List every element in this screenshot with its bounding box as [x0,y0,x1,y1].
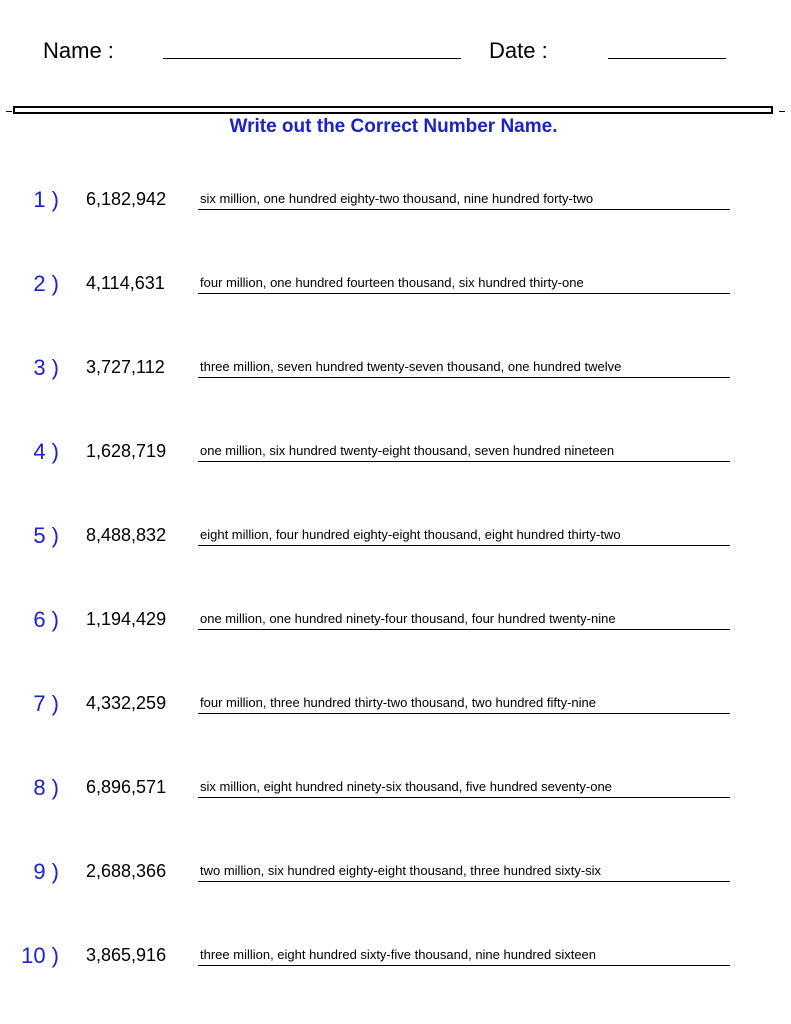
answer-text: three million, seven hundred twenty-seven thousand, one hundred twelve [200,359,622,374]
question-number-label: 6 ) [33,607,59,632]
answer-text: three million, eight hundred sixty-five thousand, nine hundred sixteen [200,947,597,962]
question-row [0,943,791,973]
answer-line[interactable] [198,965,730,966]
date-label: Date : [489,38,548,63]
answer-line[interactable] [198,293,730,294]
question-number-value: 6,896,571 [86,777,167,797]
question-row [0,355,791,385]
answer-text: six million, eight hundred ninety-six thousand, five hundred seventy-one [200,779,612,794]
question-number-value: 3,727,112 [86,357,165,377]
question-number-label: 10 ) [21,943,59,968]
answer-text: eight million, four hundred eighty-eight thousand, eight hundred thirty-two [200,527,621,542]
question-row [0,187,791,217]
divider-tick-right [779,111,785,112]
question-number-value: 1,194,429 [86,609,167,629]
answer-text: one million, six hundred twenty-eight thousand, seven hundred nineteen [200,443,615,458]
question-number-label: 8 ) [33,775,59,800]
question-row [0,691,791,721]
question-number-label: 5 ) [33,523,59,548]
answer-line[interactable] [198,209,730,210]
question-row [0,859,791,889]
name-line[interactable] [163,58,461,59]
question-number-label: 2 ) [33,271,59,296]
answer-line[interactable] [198,545,730,546]
question-number-value: 3,865,916 [86,945,167,965]
divider-bar [13,106,773,114]
answer-line[interactable] [198,461,730,462]
question-number-value: 8,488,832 [86,525,167,545]
question-number-value: 1,628,719 [86,441,167,461]
question-row [0,607,791,637]
answer-line[interactable] [198,629,730,630]
question-number-label: 3 ) [33,355,59,380]
answer-text: six million, one hundred eighty-two thousand, nine hundred forty-two [200,191,594,206]
worksheet-title-text: Write out the Correct Number Name. [229,116,558,137]
question-number-value: 2,688,366 [86,861,167,881]
answer-text: four million, one hundred fourteen thousand, six hundred thirty-one [200,275,584,290]
question-number-value: 4,114,631 [86,273,165,293]
question-number-label: 4 ) [33,439,59,464]
answer-line[interactable] [198,797,730,798]
question-number-value: 4,332,259 [86,693,167,713]
question-row [0,271,791,301]
answer-text: one million, one hundred ninety-four thousand, four hundred twenty-nine [200,611,616,626]
question-number-label: 1 ) [33,187,59,212]
answer-line[interactable] [198,881,730,882]
answer-text: four million, three hundred thirty-two thousand, two hundred fifty-nine [200,695,596,710]
question-row [0,439,791,469]
question-number-value: 6,182,942 [86,189,167,209]
question-row [0,775,791,805]
question-row [0,523,791,553]
date-line[interactable] [608,58,726,59]
question-number-label: 9 ) [33,859,59,884]
question-number-label: 7 ) [33,691,59,716]
name-label: Name : [43,38,114,63]
divider-tick-left [6,111,12,112]
answer-text: two million, six hundred eighty-eight thousand, three hundred sixty-six [200,863,602,878]
answer-line[interactable] [198,713,730,714]
answer-line[interactable] [198,377,730,378]
worksheet-title [0,116,791,138]
